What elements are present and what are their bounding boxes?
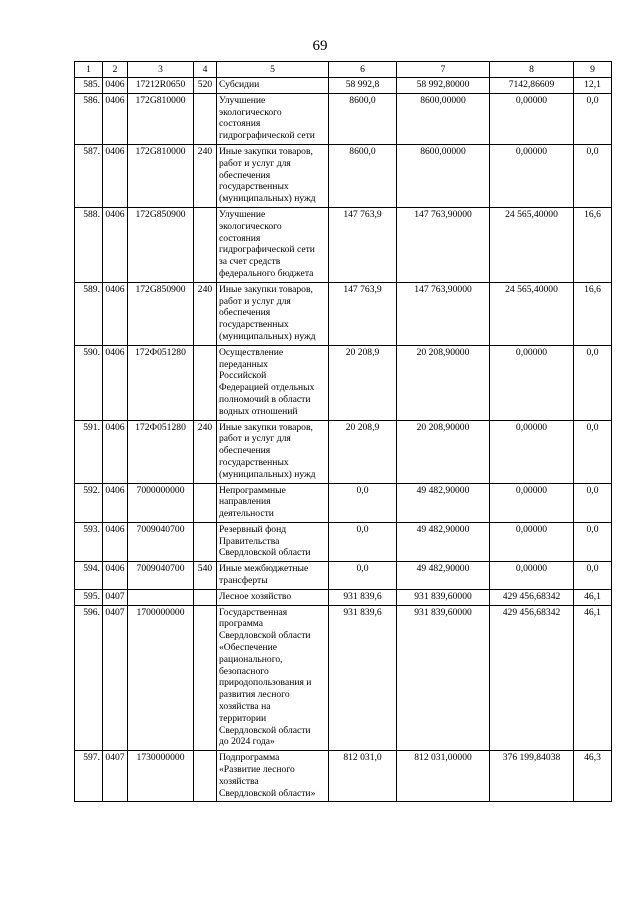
executed-amount: 0,00000 xyxy=(490,93,574,144)
table-row xyxy=(75,522,612,561)
row-number: 593. xyxy=(75,522,103,561)
executed-amount: 0,00000 xyxy=(490,420,574,483)
approved-amount: 931 839,6 xyxy=(329,605,397,751)
table-row xyxy=(75,144,612,207)
table-body xyxy=(75,78,612,802)
column-header: 7 xyxy=(397,62,490,78)
item-name-line: Федерацией отдельных xyxy=(219,382,315,394)
item-name-line: Непрограммные xyxy=(219,484,286,496)
section-code: 0406 xyxy=(103,93,128,144)
expense-kind: 240 xyxy=(194,420,217,483)
execution-percent: 46,3 xyxy=(574,751,612,802)
item-name-line: развития лесного xyxy=(219,689,290,701)
column-header: 2 xyxy=(103,62,128,78)
plan-amount: 58 992,80000 xyxy=(397,78,490,94)
table-row xyxy=(75,78,612,94)
item-name-line: обеспечения xyxy=(219,169,271,181)
table-row xyxy=(75,93,612,144)
row-number: 592. xyxy=(75,483,103,522)
section-code: 0406 xyxy=(103,420,128,483)
item-name-line: Осуществление xyxy=(219,346,284,358)
table-row xyxy=(75,207,612,282)
plan-amount: 8600,00000 xyxy=(397,93,490,144)
target-code: 172Ф051280 xyxy=(128,420,194,483)
budget-table xyxy=(74,61,612,802)
item-name-line: Резервный фонд xyxy=(219,523,287,535)
approved-amount: 0,0 xyxy=(329,483,397,522)
executed-amount: 0,00000 xyxy=(490,522,574,561)
item-name-line: безопасного xyxy=(219,665,269,677)
target-code: 172G810000 xyxy=(128,93,194,144)
section-code: 0407 xyxy=(103,751,128,802)
item-name xyxy=(217,562,329,590)
item-name-line: Иные закупки товаров, xyxy=(219,145,313,157)
item-name-line: трансферты xyxy=(219,575,268,587)
item-name xyxy=(217,93,329,144)
item-name-line: Иные закупки товаров, xyxy=(219,421,313,433)
execution-percent: 16,6 xyxy=(574,282,612,345)
row-number: 595. xyxy=(75,589,103,605)
row-number: 590. xyxy=(75,345,103,420)
item-name-line: гидрографической сети xyxy=(219,244,315,256)
executed-amount: 0,00000 xyxy=(490,483,574,522)
execution-percent: 16,6 xyxy=(574,207,612,282)
plan-amount: 147 763,90000 xyxy=(397,282,490,345)
target-code xyxy=(128,589,194,605)
approved-amount: 20 208,9 xyxy=(329,420,397,483)
item-name-line: Улучшение xyxy=(219,94,266,106)
item-name-line: работ и услуг для xyxy=(219,433,291,445)
page-number: 69 xyxy=(312,38,328,54)
item-name-line: деятельности xyxy=(219,508,274,520)
section-code: 0406 xyxy=(103,282,128,345)
item-name-line: рационального, xyxy=(219,653,283,665)
executed-amount: 24 565,40000 xyxy=(490,282,574,345)
expense-kind: 240 xyxy=(194,282,217,345)
item-name-line: полномочий в области xyxy=(219,393,311,405)
column-header: 1 xyxy=(75,62,103,78)
row-number: 585. xyxy=(75,78,103,94)
item-name-line: хозяйства xyxy=(219,775,259,787)
approved-amount: 812 031,0 xyxy=(329,751,397,802)
execution-percent: 0,0 xyxy=(574,420,612,483)
table-header-row xyxy=(75,62,612,78)
item-name-line: территории xyxy=(219,712,267,724)
executed-amount: 24 565,40000 xyxy=(490,207,574,282)
item-name-line: водных отношений xyxy=(219,405,298,417)
item-name-line: обеспечения xyxy=(219,307,271,319)
column-header: 4 xyxy=(194,62,217,78)
item-name-line: состояния xyxy=(219,232,261,244)
item-name xyxy=(217,144,329,207)
section-code: 0407 xyxy=(103,589,128,605)
row-number: 597. xyxy=(75,751,103,802)
row-number: 594. xyxy=(75,562,103,590)
column-header: 8 xyxy=(490,62,574,78)
approved-amount: 147 763,9 xyxy=(329,282,397,345)
plan-amount: 20 208,90000 xyxy=(397,420,490,483)
expense-kind xyxy=(194,345,217,420)
execution-percent: 0,0 xyxy=(574,345,612,420)
target-code: 7000000000 xyxy=(128,483,194,522)
item-name-line: Российской xyxy=(219,370,267,382)
expense-kind xyxy=(194,605,217,751)
item-name-line: Лесное хозяйство xyxy=(219,590,292,602)
column-header: 6 xyxy=(329,62,397,78)
target-code: 1730000000 xyxy=(128,751,194,802)
item-name-line: Свердловской области xyxy=(219,630,311,642)
item-name-line: Свердловской области xyxy=(219,724,311,736)
item-name xyxy=(217,207,329,282)
approved-amount: 147 763,9 xyxy=(329,207,397,282)
column-header: 9 xyxy=(574,62,612,78)
item-name-line: природопользования и xyxy=(219,677,312,689)
executed-amount: 0,00000 xyxy=(490,345,574,420)
expense-kind xyxy=(194,483,217,522)
expense-kind xyxy=(194,751,217,802)
expense-kind: 540 xyxy=(194,562,217,590)
section-code: 0406 xyxy=(103,207,128,282)
item-name xyxy=(217,589,329,605)
item-name-line: работ и услуг для xyxy=(219,295,291,307)
execution-percent: 12,1 xyxy=(574,78,612,94)
plan-amount: 49 482,90000 xyxy=(397,522,490,561)
plan-amount: 49 482,90000 xyxy=(397,483,490,522)
expense-kind xyxy=(194,93,217,144)
table-row xyxy=(75,751,612,802)
execution-percent: 0,0 xyxy=(574,522,612,561)
item-name-line: переданных xyxy=(219,358,268,370)
plan-amount: 147 763,90000 xyxy=(397,207,490,282)
executed-amount: 429 456,68342 xyxy=(490,589,574,605)
target-code: 17212R0650 xyxy=(128,78,194,94)
plan-amount: 812 031,00000 xyxy=(397,751,490,802)
item-name xyxy=(217,483,329,522)
column-header: 5 xyxy=(217,62,329,78)
execution-percent: 46,1 xyxy=(574,605,612,751)
item-name-line: Свердловской области xyxy=(219,547,311,559)
item-name-line: (муниципальных) нужд xyxy=(219,468,316,480)
approved-amount: 20 208,9 xyxy=(329,345,397,420)
row-number: 588. xyxy=(75,207,103,282)
expense-kind xyxy=(194,207,217,282)
table-row xyxy=(75,282,612,345)
item-name-line: «Развитие лесного xyxy=(219,764,295,776)
target-code: 172Ф051280 xyxy=(128,345,194,420)
executed-amount: 429 456,68342 xyxy=(490,605,574,751)
item-name xyxy=(217,605,329,751)
item-name-line: Правительства xyxy=(219,535,280,547)
section-code: 0407 xyxy=(103,605,128,751)
item-name xyxy=(217,751,329,802)
item-name-line: федерального бюджета xyxy=(219,267,314,279)
item-name-line: обеспечения xyxy=(219,445,271,457)
item-name-line: государственных xyxy=(219,181,289,193)
executed-amount: 0,00000 xyxy=(490,144,574,207)
item-name-line: Улучшение xyxy=(219,208,266,220)
section-code: 0406 xyxy=(103,144,128,207)
approved-amount: 58 992,8 xyxy=(329,78,397,94)
item-name-line: Государственная xyxy=(219,606,288,618)
target-code: 1700000000 xyxy=(128,605,194,751)
item-name-line: работ и услуг для xyxy=(219,157,291,169)
row-number: 596. xyxy=(75,605,103,751)
item-name-line: Иные закупки товаров, xyxy=(219,283,313,295)
item-name-line: экологического xyxy=(219,220,282,232)
plan-amount: 20 208,90000 xyxy=(397,345,490,420)
item-name xyxy=(217,282,329,345)
table-row xyxy=(75,345,612,420)
expense-kind: 240 xyxy=(194,144,217,207)
expense-kind: 520 xyxy=(194,78,217,94)
plan-amount: 49 482,90000 xyxy=(397,562,490,590)
expense-kind xyxy=(194,589,217,605)
item-name-line: государственных xyxy=(219,456,289,468)
table-row xyxy=(75,483,612,522)
item-name-line: Свердловской области» xyxy=(219,787,316,799)
execution-percent: 46,1 xyxy=(574,589,612,605)
item-name-line: Подпрограмма xyxy=(219,752,280,764)
section-code: 0406 xyxy=(103,483,128,522)
target-code: 172G850900 xyxy=(128,282,194,345)
execution-percent: 0,0 xyxy=(574,144,612,207)
executed-amount: 7142,86609 xyxy=(490,78,574,94)
section-code: 0406 xyxy=(103,522,128,561)
item-name xyxy=(217,345,329,420)
row-number: 591. xyxy=(75,420,103,483)
item-name-line: (муниципальных) нужд xyxy=(219,193,316,205)
item-name xyxy=(217,78,329,94)
section-code: 0406 xyxy=(103,345,128,420)
column-header: 3 xyxy=(128,62,194,78)
row-number: 586. xyxy=(75,93,103,144)
item-name xyxy=(217,522,329,561)
item-name-line: (муниципальных) нужд xyxy=(219,330,316,342)
plan-amount: 931 839,60000 xyxy=(397,589,490,605)
item-name xyxy=(217,420,329,483)
section-code: 0406 xyxy=(103,562,128,590)
approved-amount: 8600,0 xyxy=(329,93,397,144)
item-name-line: до 2024 года» xyxy=(219,736,275,748)
row-number: 587. xyxy=(75,144,103,207)
item-name-line: государственных xyxy=(219,319,289,331)
approved-amount: 931 839,6 xyxy=(329,589,397,605)
approved-amount: 8600,0 xyxy=(329,144,397,207)
target-code: 7009040700 xyxy=(128,562,194,590)
item-name-line: экологического xyxy=(219,106,282,118)
target-code: 7009040700 xyxy=(128,522,194,561)
item-name-line: «Обеспечение xyxy=(219,642,277,654)
row-number: 589. xyxy=(75,282,103,345)
item-name-line: направления xyxy=(219,496,271,508)
executed-amount: 0,00000 xyxy=(490,562,574,590)
table-row xyxy=(75,562,612,590)
approved-amount: 0,0 xyxy=(329,522,397,561)
item-name-line: гидрографической сети xyxy=(219,130,315,142)
item-name-line: за счет средств xyxy=(219,256,281,268)
executed-amount: 376 199,84038 xyxy=(490,751,574,802)
execution-percent: 0,0 xyxy=(574,483,612,522)
table-row xyxy=(75,420,612,483)
plan-amount: 931 839,60000 xyxy=(397,605,490,751)
item-name-line: состояния xyxy=(219,118,261,130)
item-name-line: хозяйства на xyxy=(219,701,271,713)
item-name-line: Иные межбюджетные xyxy=(219,563,309,575)
table-row xyxy=(75,589,612,605)
plan-amount: 8600,00000 xyxy=(397,144,490,207)
approved-amount: 0,0 xyxy=(329,562,397,590)
table-row xyxy=(75,605,612,751)
expense-kind xyxy=(194,522,217,561)
target-code: 172G850900 xyxy=(128,207,194,282)
target-code: 172G810000 xyxy=(128,144,194,207)
item-name-line: программа xyxy=(219,618,264,630)
execution-percent: 0,0 xyxy=(574,562,612,590)
item-name-line: Субсидии xyxy=(219,79,260,90)
execution-percent: 0,0 xyxy=(574,93,612,144)
section-code: 0406 xyxy=(103,78,128,94)
